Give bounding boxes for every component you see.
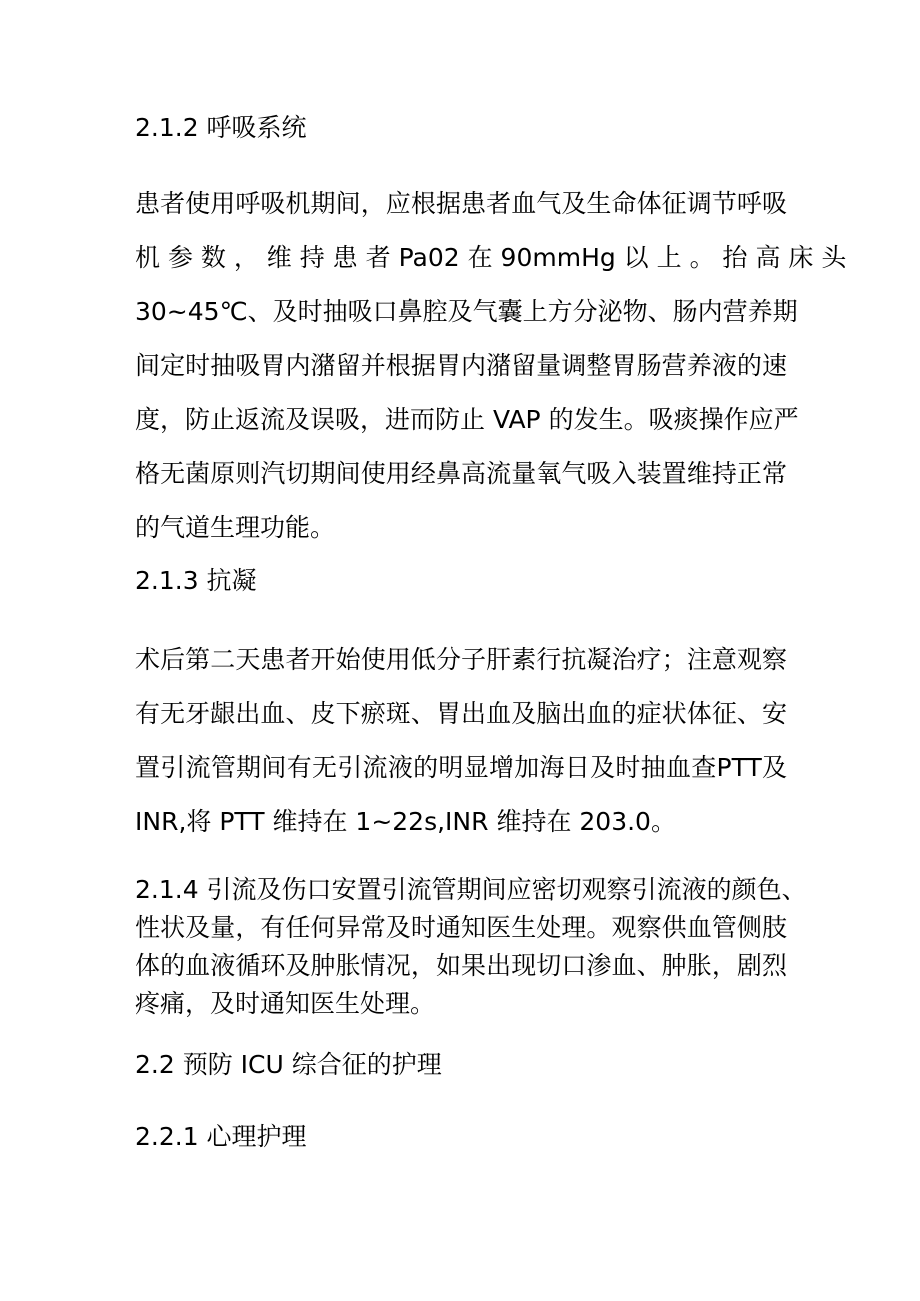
section-heading-2-1-3: 2.1.3 抗凝 — [135, 566, 257, 595]
paragraph-line: 的气道生理功能。 — [135, 513, 336, 542]
paragraph-line: 体的血液循环及肿胀情况，如果出现切口渗血、肿胀，剧烈 — [135, 951, 787, 980]
paragraph-line: 疼痛，及时通知医生处理。 — [135, 989, 436, 1018]
paragraph-line: 格无菌原则汽切期间使用经鼻高流量氧气吸入装置维持正常 — [135, 459, 787, 488]
paragraph-line: 置引流管期间有无引流液的明显增加海日及时抽血查PTT及 — [135, 753, 787, 782]
section-heading-2-2-1: 2.2.1 心理护理 — [135, 1122, 307, 1151]
paragraph-line: 30~45℃、及时抽吸口鼻腔及气囊上方分泌物、肠内营养期 — [135, 297, 798, 326]
paragraph-anticoagulation — [135, 633, 787, 849]
paragraph-line: 性状及量，有任何异常及时通知医生处理。观察供血管侧肢 — [135, 913, 787, 942]
paragraph-line: 机 参 数 ， 维 持 患 者 Pa02 在 90mmHg 以 上 。 抬 高 床 头 — [135, 243, 847, 272]
paragraph-line: 有无牙龈出血、皮下瘀斑、胃出血及脑出血的症状体征、安 — [135, 699, 787, 728]
paragraph-line: 患者使用呼吸机期间，应根据患者血气及生命体征调节呼吸 — [135, 189, 787, 218]
section-heading-2-1-2: 2.1.2 呼吸系统 — [135, 113, 307, 142]
paragraph-respiratory — [135, 177, 847, 555]
paragraph-drainage — [135, 871, 807, 1023]
paragraph-line: INR,将 PTT 维持在 1~22s,INR 维持在 203.0。 — [135, 807, 676, 836]
paragraph-line: 间定时抽吸胃内潴留并根据胃内潴留量调整胃肠营养液的速 — [135, 351, 787, 380]
paragraph-line: 度，防止返流及误吸，进而防止 VAP 的发生。吸痰操作应严 — [135, 405, 799, 434]
section-heading-2-1-4: 2.1.4 引流及伤口 — [135, 875, 332, 904]
paragraph-line — [135, 871, 807, 909]
section-heading-2-2: 2.2 预防 ICU 综合征的护理 — [135, 1050, 442, 1079]
paragraph-line: 术后第二天患者开始使用低分子肝素行抗凝治疗；注意观察 — [135, 645, 787, 674]
paragraph-text: 安置引流管期间应密切观察引流液的颜色、 — [331, 875, 807, 904]
